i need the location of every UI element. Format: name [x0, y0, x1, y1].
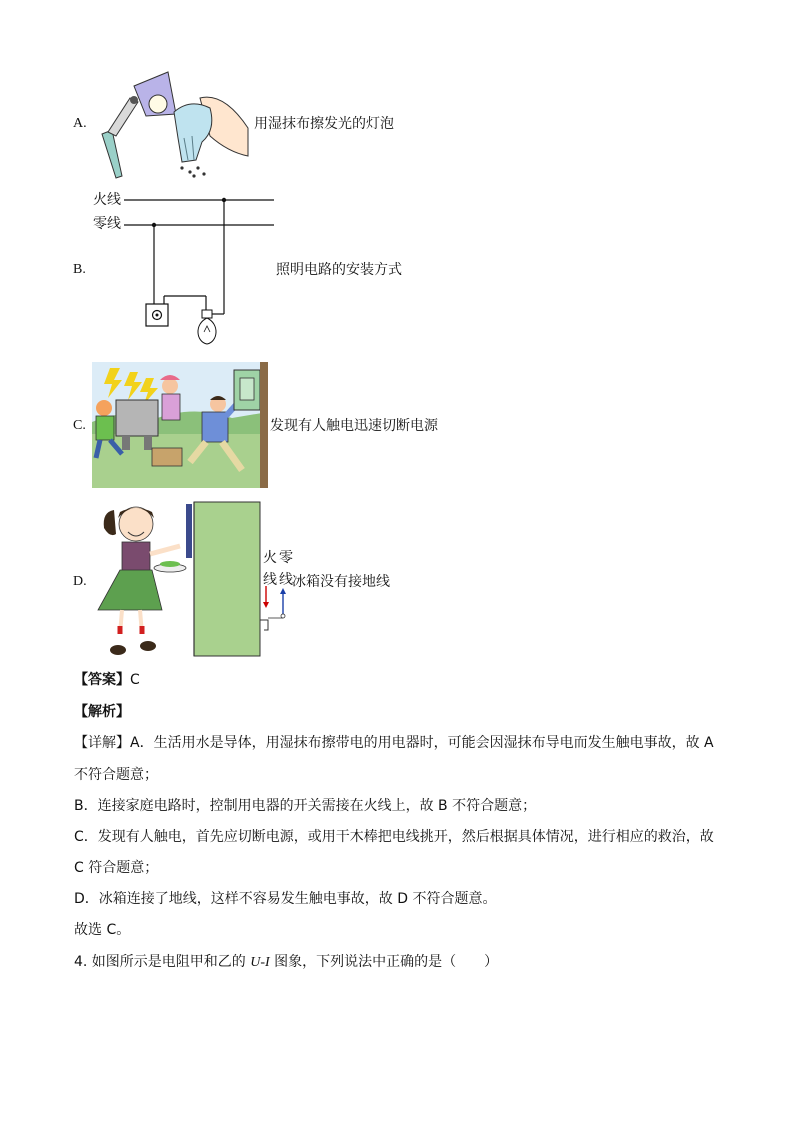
explanation-line-3: B．连接家庭电路时，控制用电器的开关需接在火线上，故 B 不符合题意； [74, 798, 537, 814]
fridge-live-char: 火 [263, 550, 277, 566]
fridge-wire-char-2: 线 [279, 572, 293, 588]
question-4-suffix: 图象，下列说法中正确的是（ ） [269, 954, 499, 970]
explanation-line-6: D．冰箱连接了地线，这样不容易发生触电事故，故 D 不符合题意。 [74, 891, 497, 907]
answer-value: C [130, 672, 140, 688]
fridge-girl-illustration [92, 494, 292, 662]
option-c-caption: 发现有人触电迅速切断电源 [270, 418, 438, 434]
analysis-label: 【解析】 [74, 704, 130, 720]
explanation-line-1: 【详解】A．生活用水是导体，用湿抹布擦带电的用电器时，可能会因湿抹布导电而发生触电事故，故 A [74, 735, 714, 751]
explanation-line-2: 不符合题意； [74, 767, 158, 783]
answer-label: 【答案】 [74, 672, 130, 688]
explanation-line-4: C．发现有人触电，首先应切断电源，或用干木棒把电线挑开，然后根据具体情况，进行相应的救治，故 [74, 829, 714, 845]
neutral-wire-label: 零线 [93, 216, 121, 232]
option-a-caption: 用湿抹布擦发光的灯泡 [254, 116, 394, 132]
explanation-line-5: C 符合题意； [74, 860, 159, 876]
option-b-letter: B. [73, 262, 86, 277]
option-b-caption: 照明电路的安装方式 [276, 262, 402, 278]
fridge-wire-char-1: 线 [263, 572, 277, 588]
fridge-neutral-char: 零 [279, 550, 293, 566]
option-a-letter: A. [73, 116, 87, 131]
option-d-caption: 冰箱没有接地线 [292, 574, 390, 590]
wet-cloth-lamp-illustration [98, 68, 250, 180]
electric-shock-rescue-illustration [92, 362, 268, 488]
option-d-letter: D. [73, 574, 87, 589]
question-4-stem [74, 952, 498, 973]
explanation-line-7: 故选 C。 [74, 922, 131, 938]
answer-line [74, 670, 140, 690]
option-c-letter: C. [73, 418, 86, 433]
question-4-ui-symbol: U-I [250, 955, 270, 970]
question-4-prefix: 4. 如图所示是电阻甲和乙的 [74, 954, 251, 970]
live-wire-label: 火线 [93, 192, 121, 208]
lighting-circuit-diagram [124, 192, 278, 348]
